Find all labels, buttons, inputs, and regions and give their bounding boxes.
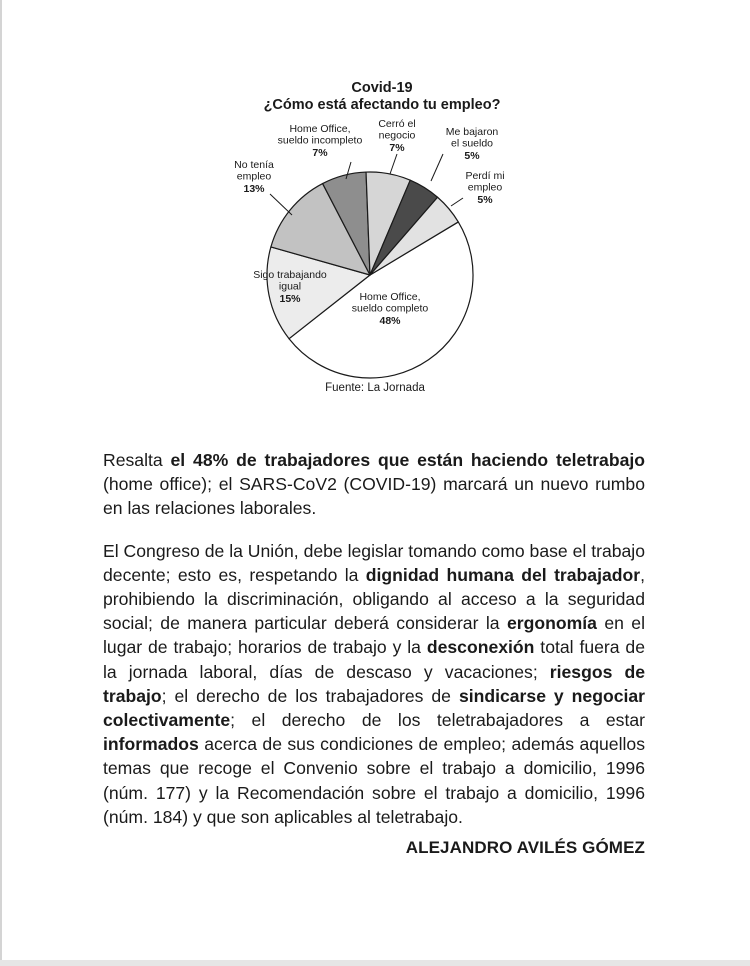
chart-title: Covid-19: [351, 80, 413, 96]
slice-label: empleo: [467, 181, 503, 194]
slice-value-label: 48%: [379, 315, 401, 327]
slice-label: sueldo incompleto: [277, 134, 363, 147]
leader-line: [431, 154, 443, 181]
slice-label: Cerró el: [378, 118, 416, 130]
author-signature: ALEJANDRO AVILÉS GÓMEZ: [405, 838, 645, 857]
emphasis-text: dignidad humana del trabajador: [365, 564, 641, 585]
emphasis-text: riesgos de trabajo: [103, 661, 645, 706]
text-run: ; el derecho de los teletrabajadores a estar: [230, 710, 645, 731]
slice-value-label: 5%: [477, 194, 493, 206]
slice-label: Sigo trabajando: [253, 269, 327, 281]
slice-label: empleo: [236, 170, 272, 183]
text-run: en el lugar de trabajo; horarios de trabajo y la: [103, 613, 645, 658]
text-run: , prohibiendo la discriminación, obligando al acceso a la seguridad social; de manera particular deberá considerar la: [103, 564, 645, 634]
slice-label: Home Office,: [289, 123, 351, 135]
slice-label: No tenía: [234, 159, 274, 171]
slice-label: el sueldo: [450, 137, 494, 150]
text-run: (home office); el SARS-CoV2 (COVID-19) marcará un nuevo rumbo en las relaciones laborales.: [103, 473, 645, 518]
slice-label: negocio: [378, 129, 416, 142]
slice-value-label: 7%: [312, 147, 328, 159]
leader-line: [390, 154, 397, 174]
emphasis-text: el 48% de trabajadores que están haciendo teletrabajo: [170, 449, 645, 470]
text-run: Resalta: [103, 449, 171, 470]
text-run: acerca de sus condiciones de empleo; además aquellos temas que recoge el Convenio sobre el trabajo a domicilio, 1996 (núm. 177) y la Recomendación sobre el trabajo a domicilio, 1996 (núm. 184) y que son aplicables al teletrabajo.: [103, 734, 645, 827]
paragraph-telework: [103, 448, 645, 521]
pie-chart: [230, 72, 530, 402]
emphasis-text: desconexión: [426, 637, 535, 658]
chart-subtitle: ¿Cómo está afectando tu empleo?: [263, 97, 501, 113]
chart-source: Fuente: La Jornada: [325, 382, 425, 394]
slice-label: igual: [278, 280, 302, 293]
slice-value-label: 7%: [389, 142, 405, 154]
slice-label: Perdí mi: [465, 170, 505, 182]
emphasis-text: sindicarse y negociar colectivamente: [103, 685, 645, 731]
page-edge-left: [0, 0, 2, 966]
slice-value-label: 15%: [279, 293, 301, 305]
leader-line: [451, 198, 463, 206]
page-edge-bottom: [0, 960, 750, 966]
slice-label: Me bajaron: [445, 126, 499, 138]
slice-label: Home Office,: [359, 291, 421, 303]
leader-line: [270, 194, 292, 215]
slice-label: sueldo completo: [351, 302, 429, 315]
text-run: ; el derecho de los trabajadores de: [161, 685, 459, 706]
text-run: El Congreso de la Unión, debe legislar tomando como base el trabajo decente; esto es, respetando la: [103, 540, 645, 585]
paragraph-congress: [103, 539, 645, 829]
emphasis-text: ergonomía: [506, 613, 597, 634]
emphasis-text: informados: [103, 734, 199, 755]
slice-value-label: 13%: [243, 183, 265, 195]
slice-value-label: 5%: [464, 150, 480, 162]
text-run: total fuera de la jornada laboral, días de descaso y vacaciones;: [103, 637, 645, 682]
